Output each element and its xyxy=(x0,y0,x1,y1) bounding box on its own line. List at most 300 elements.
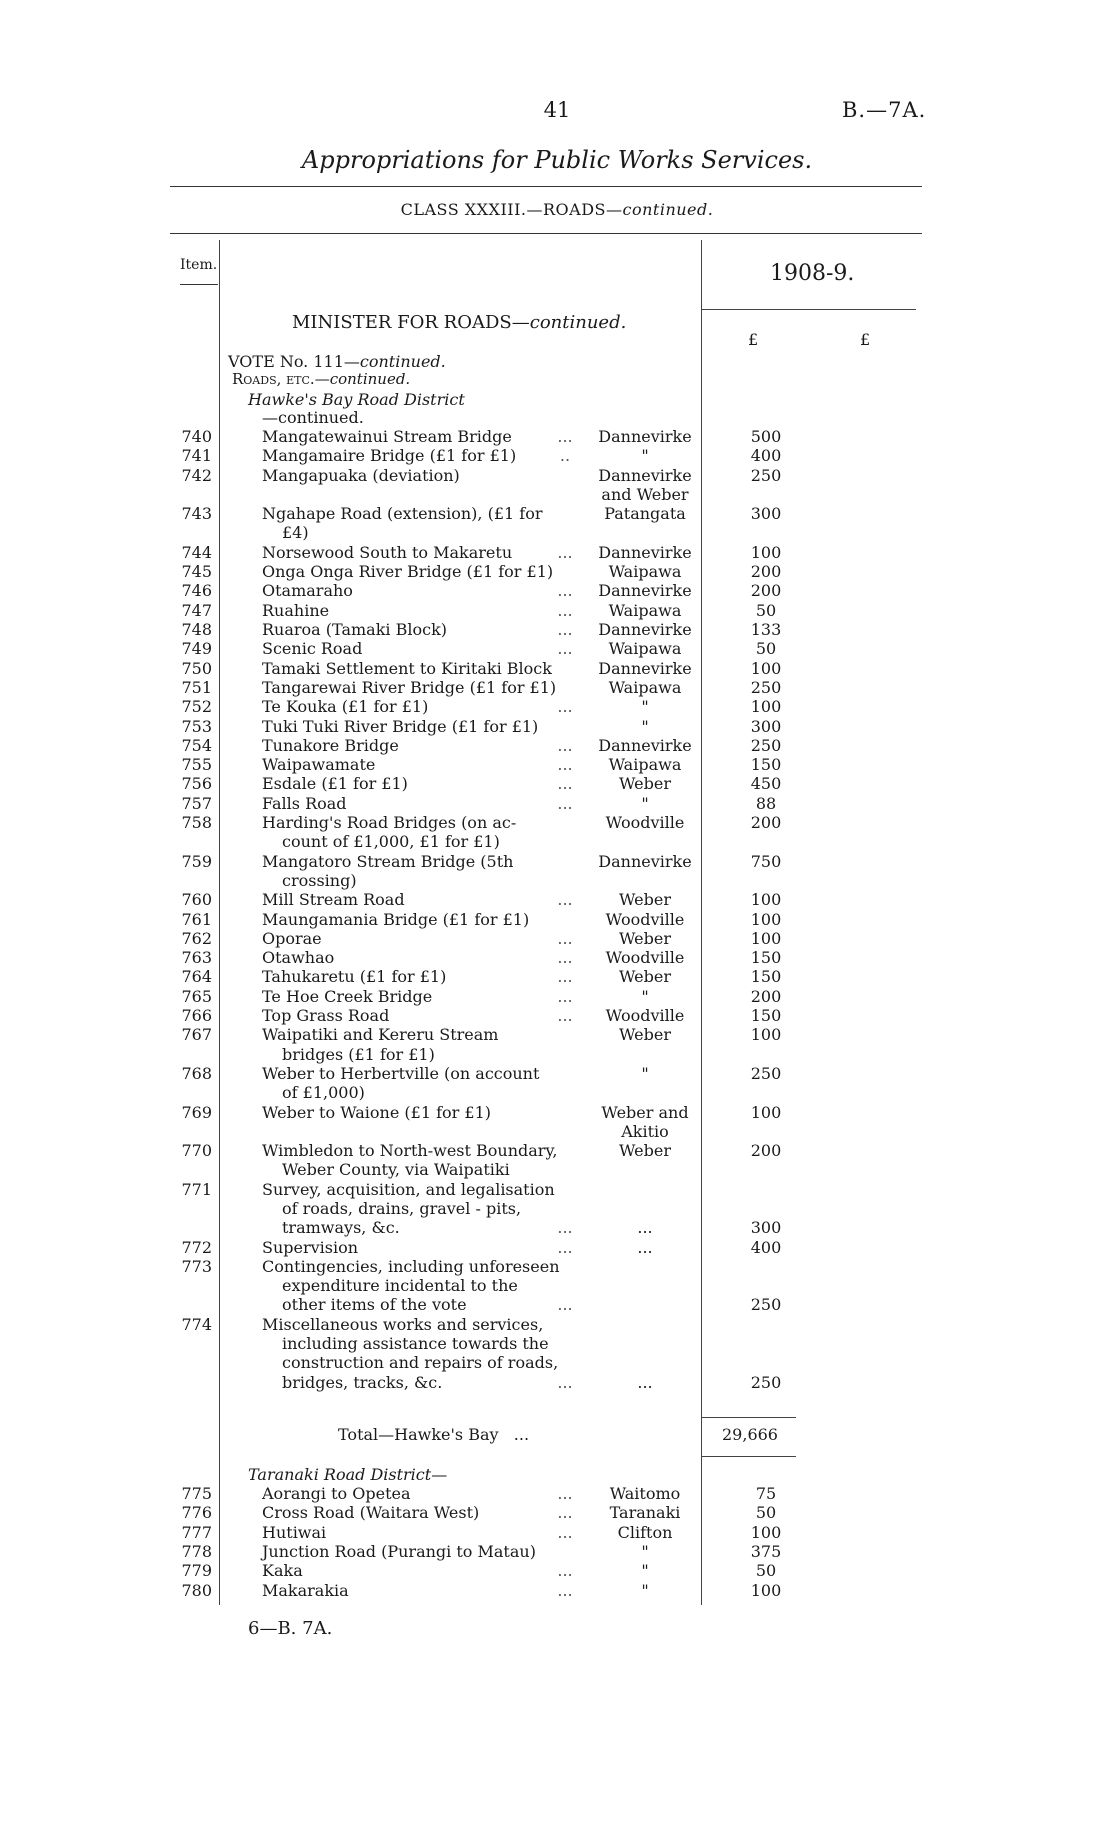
district-name xyxy=(592,1006,698,1025)
description-line: Tunakore Bridge xyxy=(262,735,399,755)
leader-dots: ... xyxy=(557,600,573,620)
description-line: Weber County, via Waipatiki xyxy=(282,1160,510,1180)
amount-value: 300 xyxy=(750,1218,782,1238)
amount-value: 200 xyxy=(750,1141,782,1161)
item-number: 747 xyxy=(181,600,212,620)
description-line: Maungamania Bridge (£1 for £1) xyxy=(262,909,530,929)
district-name xyxy=(592,639,698,658)
amount-value: 50 xyxy=(755,1503,777,1523)
amount-value: 50 xyxy=(755,1561,777,1581)
district-line: ... xyxy=(637,1372,653,1392)
amount-value: 88 xyxy=(755,793,777,813)
item-number: 756 xyxy=(181,774,212,794)
item-description xyxy=(262,813,562,852)
description-line: Cross Road (Waitara West) xyxy=(262,1503,480,1523)
district-line: Waipawa xyxy=(608,600,682,620)
table-top-rule xyxy=(170,233,922,234)
leader-dots: ... xyxy=(557,928,573,948)
district-line: Weber and xyxy=(601,1102,689,1122)
item-number: 751 xyxy=(181,677,212,697)
leader-dots: ... xyxy=(557,542,573,562)
item-column-divider xyxy=(219,240,220,1605)
description-line: Tuki Tuki River Bridge (£1 for £1) xyxy=(262,716,539,736)
item-number: 759 xyxy=(181,851,212,871)
item-number: 780 xyxy=(181,1580,212,1600)
leader-dots: ... xyxy=(557,639,573,659)
district-name xyxy=(592,1218,698,1237)
description-line: Mill Stream Road xyxy=(262,890,405,910)
district-name xyxy=(592,1064,698,1083)
description-line: Aorangi to Opetea xyxy=(262,1484,411,1503)
leader-dots: .. xyxy=(559,446,571,466)
district-name xyxy=(592,1503,698,1522)
amount-value: 100 xyxy=(750,1522,782,1542)
district-name xyxy=(592,1542,698,1561)
leader-dots: ... xyxy=(557,1484,573,1503)
item-description xyxy=(262,504,562,543)
item-description xyxy=(262,852,562,891)
item-number: 740 xyxy=(181,427,212,446)
leader-dots: ... xyxy=(557,1503,573,1523)
description-line: Mangatewainui Stream Bridge xyxy=(262,427,512,446)
item-number: 761 xyxy=(181,909,212,929)
description-line: construction and repairs of roads, xyxy=(282,1353,559,1373)
total-top-rule xyxy=(701,1417,796,1418)
item-description xyxy=(262,1025,562,1064)
amount-value: 200 xyxy=(750,986,782,1006)
description-line: Weber to Herbertville (on account xyxy=(262,1063,540,1083)
item-description xyxy=(262,987,562,1006)
district-name xyxy=(592,697,698,716)
item-description xyxy=(262,1141,562,1180)
item-number: 777 xyxy=(181,1522,212,1542)
description-line: Weber to Waione (£1 for £1) xyxy=(262,1102,491,1122)
item-number: 770 xyxy=(181,1141,212,1161)
amount-value: 100 xyxy=(750,928,782,948)
description-line: Supervision xyxy=(262,1237,359,1257)
district-line: Woodville xyxy=(605,1006,685,1025)
amount-value: 375 xyxy=(750,1541,782,1561)
description-line: Mangamaire Bridge (£1 for £1) xyxy=(262,446,517,466)
item-description xyxy=(262,1238,562,1257)
item-number: 757 xyxy=(181,793,212,813)
item-number: 767 xyxy=(181,1025,212,1045)
description-line: Kaka xyxy=(262,1561,303,1581)
district-line: Woodville xyxy=(605,813,685,832)
amount-value: 100 xyxy=(750,1025,782,1045)
description-line: Tahukaretu (£1 for £1) xyxy=(262,967,447,987)
description-line: Top Grass Road xyxy=(262,1006,390,1025)
document-reference-code: B.—7A. xyxy=(842,98,927,122)
district-line: Clifton xyxy=(617,1522,673,1542)
district-line: Waipawa xyxy=(608,677,682,697)
description-line: including assistance towards the xyxy=(282,1334,549,1354)
item-number: 750 xyxy=(181,658,212,678)
description-line: of £1,000) xyxy=(282,1083,365,1103)
amount-value: 250 xyxy=(750,465,782,485)
amount-value: 750 xyxy=(750,851,782,871)
item-number: 769 xyxy=(181,1102,212,1122)
item-number: 774 xyxy=(181,1314,212,1334)
item-description xyxy=(262,620,562,639)
amount-value: 50 xyxy=(755,639,777,659)
amount-value: 133 xyxy=(750,620,782,639)
page-title: Appropriations for Public Works Services. xyxy=(301,146,813,174)
item-description xyxy=(262,967,562,986)
description-line: Tamaki Settlement to Kiritaki Block xyxy=(262,658,552,678)
item-description xyxy=(262,1257,562,1315)
item-number: 745 xyxy=(181,562,212,582)
item-description xyxy=(262,1064,562,1103)
district-name xyxy=(592,446,698,465)
district-name xyxy=(592,659,698,678)
item-description xyxy=(262,755,562,774)
roads-subheading-continued: continued. xyxy=(329,370,411,388)
item-description xyxy=(262,1103,562,1122)
description-line: Otawhao xyxy=(262,948,335,968)
item-description xyxy=(262,1523,562,1542)
item-number: 760 xyxy=(181,890,212,910)
amount-value: 100 xyxy=(750,658,782,678)
roads-subheading-text: Roads, etc.— xyxy=(232,370,330,388)
amount-value: 50 xyxy=(755,600,777,620)
item-description xyxy=(262,1006,562,1025)
district-name xyxy=(592,1581,698,1600)
leader-dots: ... xyxy=(557,427,573,446)
item-number: 762 xyxy=(181,928,212,948)
leader-dots: ... xyxy=(557,774,573,794)
vote-heading-continued: continued. xyxy=(359,352,446,371)
district-line: and Weber xyxy=(601,484,689,504)
district-line: " xyxy=(641,1580,649,1600)
description-line: Waipawamate xyxy=(262,755,376,775)
hawkes-bay-district-continued: —continued. xyxy=(262,408,364,427)
district-line: Weber xyxy=(619,774,671,794)
item-description xyxy=(262,697,562,716)
district-line: Dannevirke xyxy=(598,851,692,871)
item-number: 752 xyxy=(181,697,212,717)
district-name xyxy=(592,890,698,909)
total-label-text: Total—Hawke's Bay xyxy=(338,1425,499,1444)
item-description xyxy=(262,562,562,581)
amount-value: 400 xyxy=(750,1237,782,1257)
amount-value: 100 xyxy=(750,1580,782,1600)
amount-value: 250 xyxy=(750,677,782,697)
vote-heading-text: VOTE No. 111— xyxy=(228,352,360,371)
item-description xyxy=(262,446,562,465)
year-header-rule xyxy=(701,309,916,310)
description-line: Norsewood South to Makaretu xyxy=(262,542,513,562)
district-line: Woodville xyxy=(605,909,685,929)
item-number: 779 xyxy=(181,1561,212,1581)
item-number: 764 xyxy=(181,967,212,987)
amount-value: 200 xyxy=(750,813,782,832)
amount-value: 150 xyxy=(750,967,782,987)
district-name xyxy=(592,948,698,967)
description-line: Scenic Road xyxy=(262,639,363,659)
leader-dots: ... xyxy=(557,1372,573,1392)
description-line: Miscellaneous works and services, xyxy=(262,1314,544,1334)
district-name xyxy=(592,755,698,774)
amount-value: 250 xyxy=(750,1372,782,1392)
item-description xyxy=(262,1484,562,1503)
district-name xyxy=(592,466,698,505)
district-name xyxy=(592,1523,698,1542)
item-description xyxy=(262,1315,562,1392)
item-number: 748 xyxy=(181,620,212,639)
class-heading xyxy=(0,200,1114,219)
item-number: 768 xyxy=(181,1063,212,1083)
description-line: crossing) xyxy=(282,870,357,890)
minister-heading-text: MINISTER FOR ROADS— xyxy=(292,312,530,333)
item-number: 775 xyxy=(181,1484,212,1503)
leader-dots: ... xyxy=(557,986,573,1006)
item-description xyxy=(262,717,562,736)
district-name xyxy=(592,620,698,639)
item-description xyxy=(262,774,562,793)
item-number: 744 xyxy=(181,542,212,562)
district-line: Woodville xyxy=(605,948,685,968)
district-name xyxy=(592,562,698,581)
item-number: 758 xyxy=(181,813,212,832)
item-description xyxy=(262,929,562,948)
district-name xyxy=(592,717,698,736)
amount-value: 500 xyxy=(750,427,782,446)
minister-heading-continued: continued. xyxy=(529,312,627,333)
district-line: Weber xyxy=(619,928,671,948)
description-line: Te Hoe Creek Bridge xyxy=(262,986,433,1006)
amount-column-divider xyxy=(701,240,702,1605)
description-line: count of £1,000, £1 for £1) xyxy=(282,832,500,852)
description-line: Ngahape Road (extension), (£1 for xyxy=(262,504,543,524)
leader-dots: ... xyxy=(557,755,573,775)
leader-dots: ... xyxy=(557,1522,573,1542)
item-number: 778 xyxy=(181,1541,212,1561)
leader-dots: ... xyxy=(557,697,573,717)
district-line: Dannevirke xyxy=(598,581,692,601)
district-name xyxy=(592,774,698,793)
leader-dots: ... xyxy=(557,581,573,601)
description-line: Hutiwai xyxy=(262,1522,327,1542)
district-line: " xyxy=(641,793,649,813)
district-name xyxy=(592,852,698,871)
item-number: 741 xyxy=(181,446,212,466)
description-line: Ruahine xyxy=(262,600,330,620)
description-line: Esdale (£1 for £1) xyxy=(262,774,408,794)
district-name xyxy=(592,1561,698,1580)
item-description xyxy=(262,910,562,929)
item-number: 753 xyxy=(181,716,212,736)
roads-subheading xyxy=(232,370,410,388)
amount-value: 300 xyxy=(750,716,782,736)
district-name xyxy=(592,581,698,600)
class-heading-continued: continued. xyxy=(622,200,714,219)
total-label xyxy=(338,1425,529,1444)
amount-value: 200 xyxy=(750,562,782,582)
district-line: Dannevirke xyxy=(598,427,692,446)
item-description xyxy=(262,678,562,697)
amount-value: 150 xyxy=(750,1006,782,1025)
district-line: Weber xyxy=(619,890,671,910)
description-line: Survey, acquisition, and legalisation xyxy=(262,1179,555,1199)
item-number: 742 xyxy=(181,465,212,485)
district-line: Akitio xyxy=(621,1121,669,1141)
item-number: 763 xyxy=(181,948,212,968)
amount-value: 75 xyxy=(755,1484,777,1503)
district-name xyxy=(592,967,698,986)
district-name xyxy=(592,929,698,948)
item-description xyxy=(262,543,562,562)
description-line: Makarakia xyxy=(262,1580,349,1600)
item-number: 749 xyxy=(181,639,212,659)
item-number: 743 xyxy=(181,504,212,524)
district-name xyxy=(592,1238,698,1257)
description-line: Ruaroa (Tamaki Block) xyxy=(262,620,448,639)
description-line: of roads, drains, gravel - pits, xyxy=(282,1198,522,1218)
class-heading-text: CLASS XXXIII.—ROADS— xyxy=(400,200,623,219)
district-line: " xyxy=(641,986,649,1006)
description-line: Oporae xyxy=(262,928,322,948)
district-name xyxy=(592,1025,698,1044)
district-line: Dannevirke xyxy=(598,658,692,678)
district-name xyxy=(592,736,698,755)
leader-dots: ... xyxy=(557,967,573,987)
item-number: 773 xyxy=(181,1256,212,1276)
description-line: other items of the vote xyxy=(282,1295,467,1315)
description-line: Te Kouka (£1 for £1) xyxy=(262,697,429,717)
district-line: " xyxy=(641,446,649,466)
description-line: tramways, &c. xyxy=(282,1218,400,1238)
district-name xyxy=(592,678,698,697)
item-description xyxy=(262,890,562,909)
pound-symbol-column-1: £ xyxy=(748,330,759,349)
amount-value: 300 xyxy=(750,504,782,524)
district-line: Waipawa xyxy=(608,562,682,582)
item-description xyxy=(262,948,562,967)
district-name xyxy=(592,504,698,523)
leader-dots: ... xyxy=(557,1006,573,1025)
district-name xyxy=(592,601,698,620)
description-line: bridges (£1 for £1) xyxy=(282,1044,435,1064)
item-description xyxy=(262,581,562,600)
district-name xyxy=(592,987,698,1006)
district-line: ... xyxy=(637,1218,653,1238)
district-name xyxy=(592,1103,698,1142)
amount-value: 100 xyxy=(750,697,782,717)
item-description xyxy=(262,427,562,446)
district-line: Waipawa xyxy=(608,755,682,775)
item-number: 776 xyxy=(181,1503,212,1523)
year-column-header: 1908-9. xyxy=(770,261,855,286)
amount-value: 400 xyxy=(750,446,782,466)
total-amount: 29,666 xyxy=(722,1425,778,1444)
item-description xyxy=(262,1503,562,1522)
hawkes-bay-district-heading: Hawke's Bay Road District xyxy=(248,390,465,409)
item-description xyxy=(262,1581,562,1600)
leader-dots: ... xyxy=(557,1561,573,1581)
amount-value: 100 xyxy=(750,890,782,910)
item-number: 746 xyxy=(181,581,212,601)
item-description xyxy=(262,1542,562,1561)
district-line: Dannevirke xyxy=(598,620,692,639)
district-name xyxy=(592,427,698,446)
district-line: Weber xyxy=(619,1141,671,1161)
leader-dots: ... xyxy=(557,735,573,755)
leader-dots: ... xyxy=(557,948,573,968)
description-line: expenditure incidental to the xyxy=(282,1276,518,1296)
vote-heading xyxy=(228,352,446,371)
item-description xyxy=(262,639,562,658)
item-header-rule xyxy=(180,284,218,285)
leader-dots: ... xyxy=(557,1580,573,1600)
amount-value: 100 xyxy=(750,909,782,929)
district-name xyxy=(592,813,698,832)
description-line: Tangarewai River Bridge (£1 for £1) xyxy=(262,677,557,697)
item-number: 765 xyxy=(181,986,212,1006)
description-line: Mangapuaka (deviation) xyxy=(262,465,460,485)
item-number: 755 xyxy=(181,755,212,775)
amount-value: 150 xyxy=(750,948,782,968)
amount-value: 150 xyxy=(750,755,782,775)
district-name xyxy=(592,910,698,929)
item-description xyxy=(262,794,562,813)
item-description xyxy=(262,1561,562,1580)
item-description xyxy=(262,736,562,755)
district-line: " xyxy=(641,697,649,717)
leader-dots: ... xyxy=(557,1295,573,1315)
amount-value: 250 xyxy=(750,1295,782,1315)
taranaki-district-heading: Taranaki Road District— xyxy=(248,1465,448,1484)
leader-dots: ... xyxy=(557,1218,573,1238)
district-line: Waitomo xyxy=(609,1484,681,1503)
amount-value: 200 xyxy=(750,581,782,601)
amount-value: 450 xyxy=(750,774,782,794)
description-line: Onga Onga River Bridge (£1 for £1) xyxy=(262,562,554,582)
district-line: Weber xyxy=(619,967,671,987)
district-line: " xyxy=(641,716,649,736)
district-line: " xyxy=(641,1541,649,1561)
district-name xyxy=(592,1373,698,1392)
item-description xyxy=(262,466,562,485)
description-line: Waipatiki and Kereru Stream xyxy=(262,1025,499,1045)
district-line: " xyxy=(641,1063,649,1083)
total-label-dots: ... xyxy=(513,1425,530,1444)
pound-symbol-column-2: £ xyxy=(860,330,871,349)
district-line: ... xyxy=(637,1237,653,1257)
minister-heading xyxy=(292,312,626,333)
district-line: Patangata xyxy=(604,504,686,524)
item-number: 772 xyxy=(181,1237,212,1257)
description-line: £4) xyxy=(282,523,309,543)
district-line: Weber xyxy=(619,1025,671,1045)
description-line: Otamaraho xyxy=(262,581,353,601)
district-line: Dannevirke xyxy=(598,542,692,562)
total-bottom-rule xyxy=(701,1456,796,1457)
description-line: Harding's Road Bridges (on ac- xyxy=(262,813,517,832)
amount-value: 100 xyxy=(750,542,782,562)
description-line: Mangatoro Stream Bridge (5th xyxy=(262,851,514,871)
district-name xyxy=(592,543,698,562)
district-name xyxy=(592,1484,698,1503)
district-line: Taranaki xyxy=(609,1503,681,1523)
item-description xyxy=(262,601,562,620)
district-name xyxy=(592,794,698,813)
page-number: 41 xyxy=(543,98,571,122)
description-line: Wimbledon to North-west Boundary, xyxy=(262,1141,558,1161)
district-name xyxy=(592,1141,698,1160)
leader-dots: ... xyxy=(557,890,573,910)
amount-value: 250 xyxy=(750,735,782,755)
